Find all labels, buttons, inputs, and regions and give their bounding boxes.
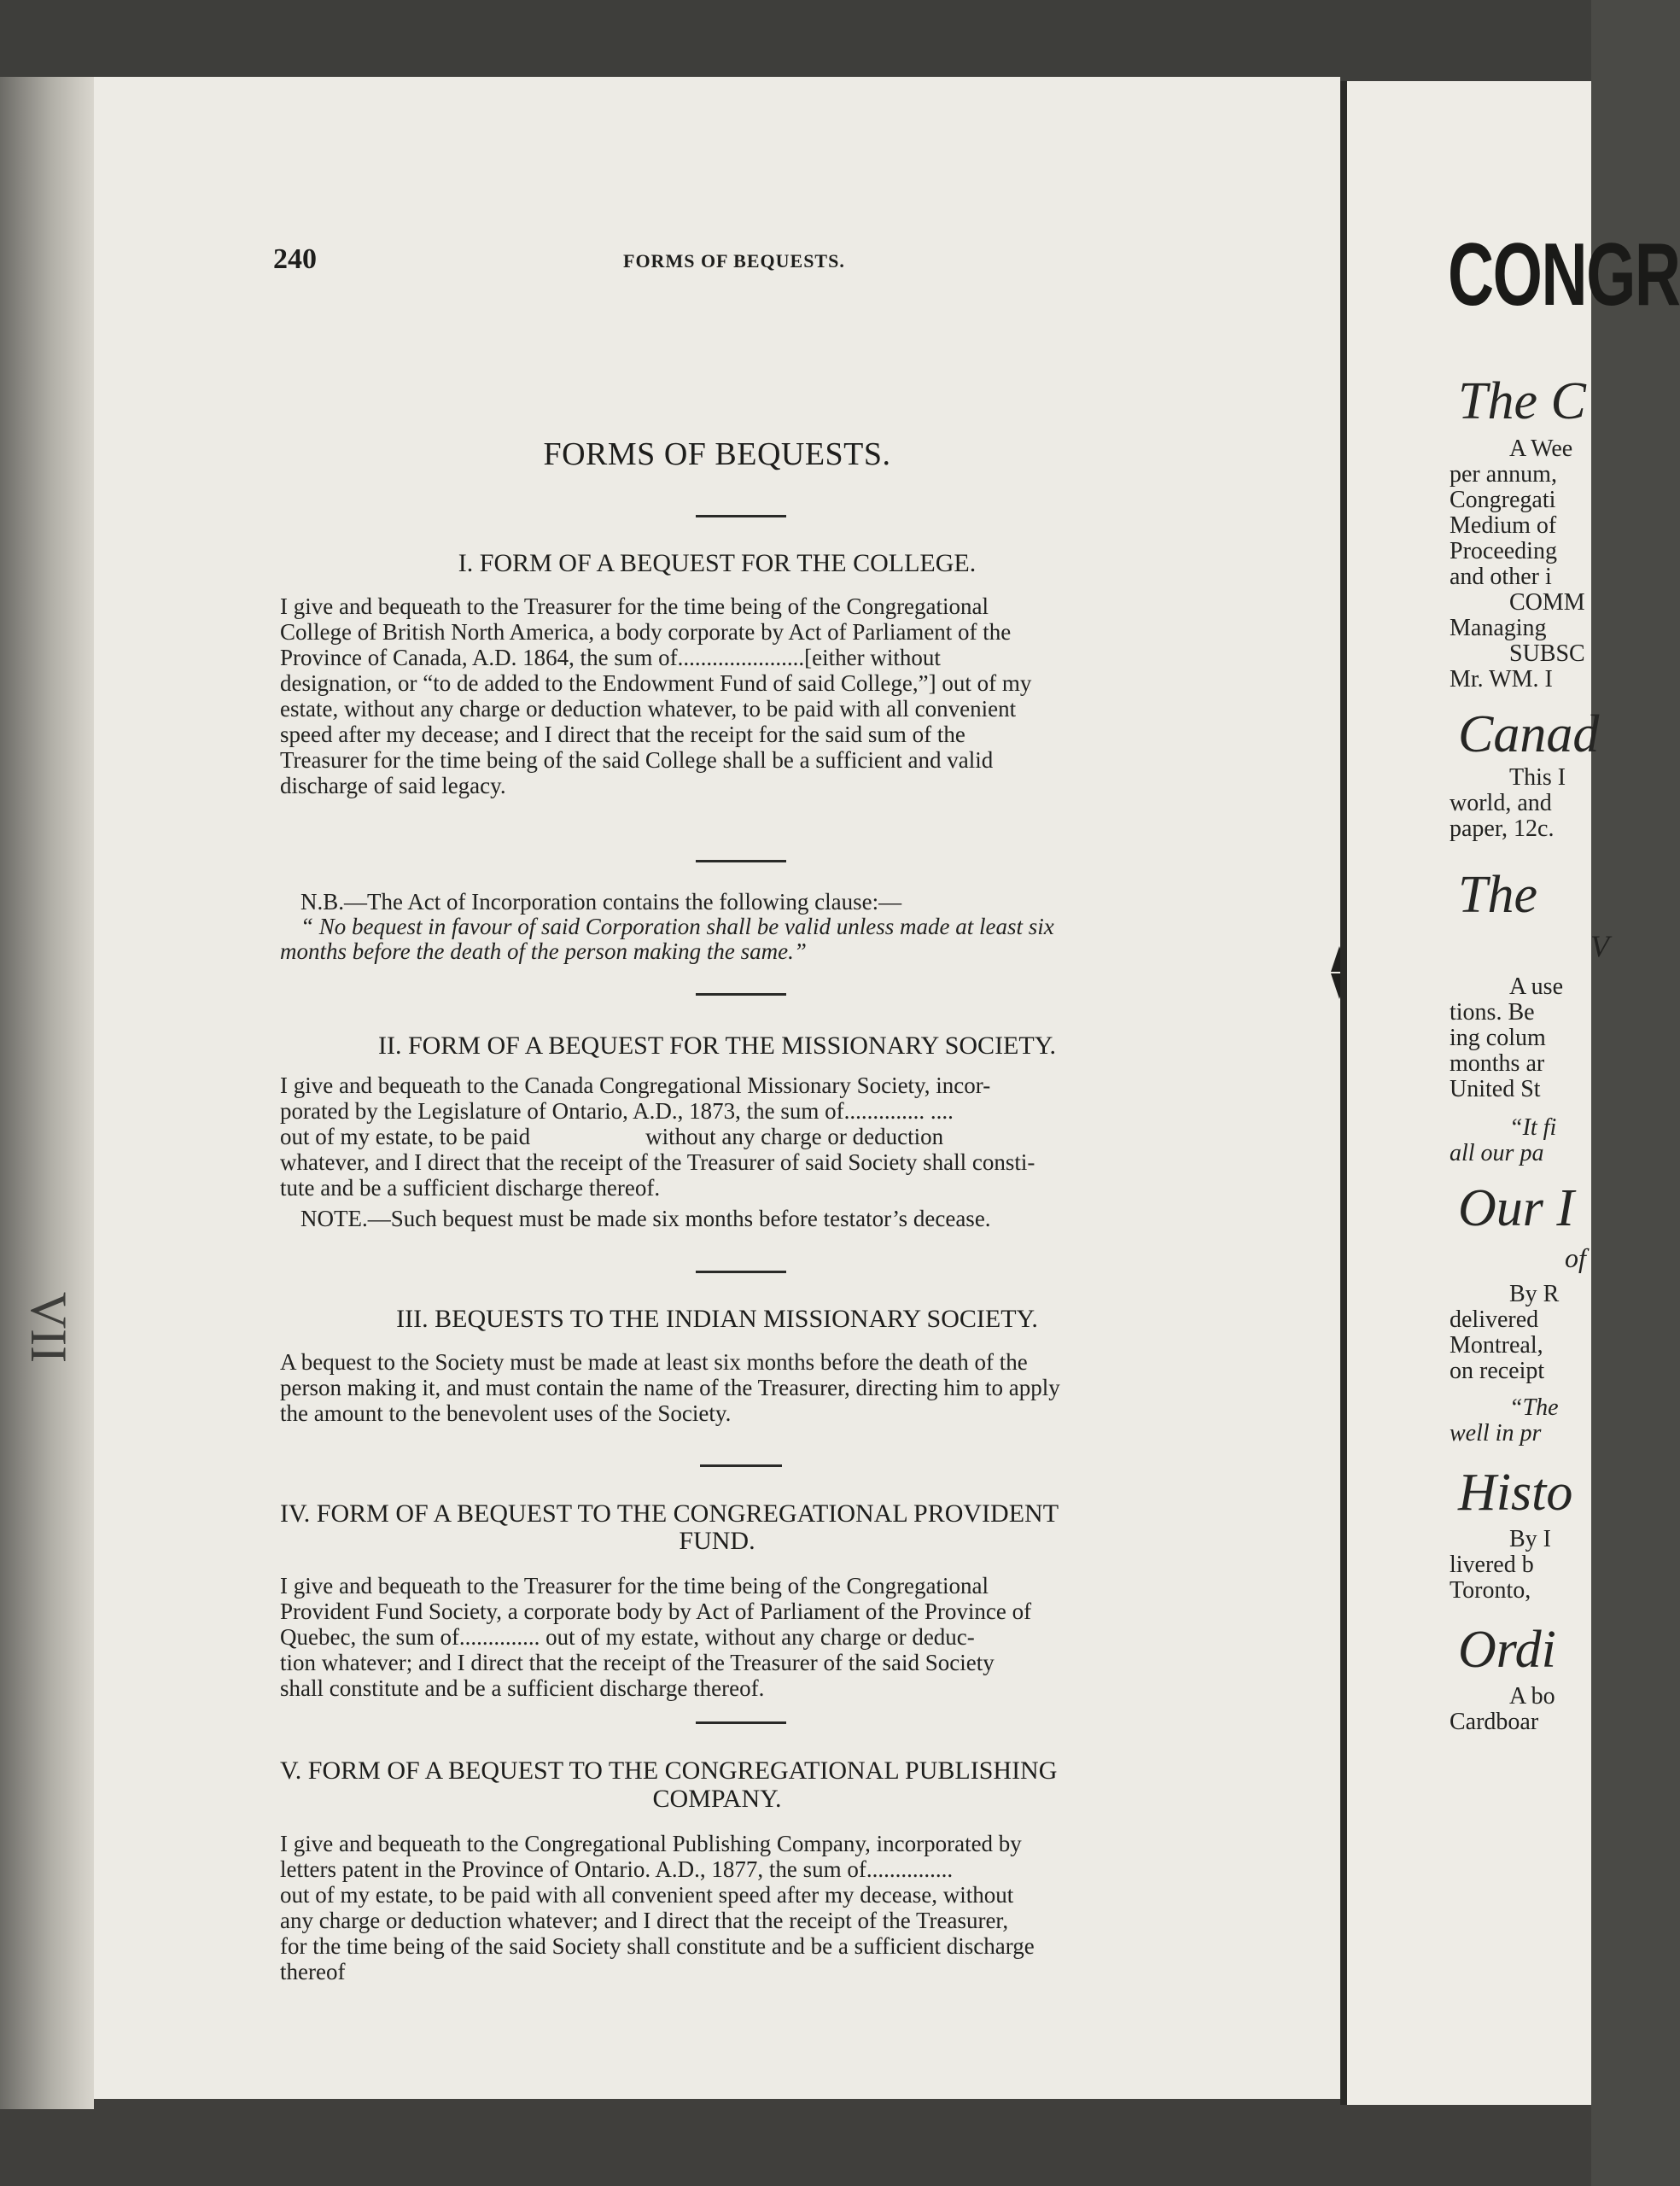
body-line: Treasurer for the time being of the said College shall be a sufficient and valid [280, 747, 994, 773]
body-line: out of my estate, to be paid with all convenient speed after my decease, without [280, 1882, 1014, 1908]
right-heading: The C [1458, 372, 1586, 430]
right-line: SUBSC [1509, 640, 1585, 667]
body-line: speed after my decease; and I direct that the receipt for the said sum of the [280, 722, 965, 747]
divider [700, 1464, 782, 1467]
right-line: all our pa [1450, 1140, 1544, 1166]
right-line: By R [1509, 1281, 1560, 1307]
right-line: and other i [1450, 564, 1552, 590]
section-body-indian [280, 1349, 1060, 1426]
section-heading-indian: III. BEQUESTS TO THE INDIAN MISSIONARY SOCIETY. [396, 1305, 1038, 1333]
body-line: discharge of said legacy. [280, 773, 506, 798]
right-line: per annum, [1450, 461, 1557, 488]
body-line: I give and bequeath to the Canada Congregational Missionary Society, incor- [280, 1073, 991, 1098]
spine-mark: VII [20, 1291, 78, 1364]
right-line: Congregati [1450, 487, 1556, 513]
body-line: A bequest to the Society must be made at least six months before the death of the [280, 1349, 1028, 1375]
section-heading-publishing: V. FORM OF A BEQUEST TO THE CONGREGATIONAL PUBLISHING [280, 1756, 1058, 1785]
right-line: United St [1450, 1076, 1541, 1102]
body-line: I give and bequeath to the Congregational Publishing Company, incorporated by [280, 1831, 1022, 1856]
body-line: I give and bequeath to the Treasurer for the time being of the Congregational [280, 1573, 989, 1599]
right-line: “The [1509, 1394, 1559, 1421]
right-line: Managing [1450, 615, 1547, 641]
right-line: Mr. WM. I [1450, 666, 1553, 693]
right-heading: The [1458, 866, 1537, 924]
right-line: paper, 12c. [1450, 815, 1555, 842]
right-line: livered b [1450, 1552, 1534, 1578]
section-heading-publishing-cont: COMPANY. [652, 1785, 782, 1813]
nb-quote: “ No bequest in favour of said Corporation shall be valid unless made at least six [300, 914, 1054, 939]
body-line: whatever, and I direct that the receipt of the Treasurer of said Society shall consti- [280, 1149, 1035, 1175]
nb-quote: months before the death of the person making the same.” [280, 938, 807, 964]
body-line: shall constitute and be a sufficient discharge thereof. [280, 1675, 765, 1701]
divider [696, 1271, 786, 1273]
right-page [1340, 81, 1680, 2105]
body-line: estate, without any charge or deduction whatever, to be paid with all convenient [280, 696, 1017, 722]
divider [696, 515, 786, 517]
right-line: Proceeding [1450, 538, 1557, 564]
body-line: porated by the Legislature of Ontario, A.D., 1873, the sum of.............. .... [280, 1098, 954, 1124]
section-body-college [280, 593, 1031, 798]
right-line: COMM [1509, 589, 1585, 616]
page-title: FORMS OF BEQUESTS. [543, 436, 891, 472]
divider [696, 993, 786, 996]
body-line: Provident Fund Society, a corporate body by Act of Parliament of the Province of [280, 1599, 1032, 1624]
body-line: College of British North America, a body corporate by Act of Parliament of the [280, 619, 1012, 645]
right-line: A use [1509, 973, 1563, 1000]
right-line: ing colum [1450, 1025, 1546, 1051]
body-line: for the time being of the said Society shall constitute and be a sufficient discharge [280, 1933, 1035, 1959]
body-line: person making it, and must contain the name of the Treasurer, directing him to apply [280, 1375, 1060, 1400]
body-line: out of my estate, to be paid without any charge or deduction [280, 1124, 944, 1149]
right-line: world, and [1450, 790, 1552, 816]
right-line: “It fi [1509, 1114, 1557, 1141]
page-number: 240 [273, 243, 317, 275]
right-line: well in pr [1450, 1420, 1542, 1447]
note-line: NOTE.—Such bequest must be made six months before testator’s decease. [300, 1206, 991, 1231]
section-body-provident [280, 1573, 1031, 1701]
body-line: designation, or “to de added to the Endowment Fund of said College,”] out of my [280, 670, 1032, 696]
right-line: A bo [1509, 1683, 1555, 1710]
section-heading-missionary: II. FORM OF A BEQUEST FOR THE MISSIONARY SOCIETY. [377, 1032, 1057, 1060]
body-line: Quebec, the sum of.............. out of my estate, without any charge or deduc- [280, 1624, 975, 1650]
section-body-publishing [280, 1831, 1035, 1984]
right-line: on receipt [1450, 1358, 1545, 1384]
right-page-title: CONGR [1448, 225, 1680, 324]
section-heading-college: I. FORM OF A BEQUEST FOR THE COLLEGE. [458, 549, 977, 577]
body-line: any charge or deduction whatever; and I direct that the receipt of the Treasurer, [280, 1908, 1009, 1933]
body-line: Province of Canada, A.D. 1864, the sum of......................[either without [280, 645, 941, 670]
right-line: tions. Be [1450, 999, 1535, 1026]
section-heading-provident: IV. FORM OF A BEQUEST TO THE CONGREGATIONAL PROVIDENT [280, 1499, 1059, 1528]
body-line: thereof [280, 1959, 346, 1984]
right-line: By I [1509, 1526, 1551, 1552]
right-line: This I [1509, 764, 1566, 791]
right-heading: Our I [1458, 1179, 1575, 1237]
body-line: the amount to the benevolent uses of the Society. [280, 1400, 732, 1426]
scan-background-top [0, 0, 1591, 85]
right-line: Medium of [1450, 512, 1557, 539]
right-heading: Ordi [1458, 1621, 1556, 1679]
left-page [94, 77, 1340, 2099]
right-line: Montreal, [1450, 1332, 1543, 1359]
section-body-missionary [280, 1073, 1035, 1201]
right-line: of [1565, 1242, 1586, 1273]
right-line: delivered [1450, 1306, 1539, 1333]
right-heading: Canad [1458, 705, 1600, 763]
body-line: tion whatever; and I direct that the receipt of the Treasurer of the said Society [280, 1650, 995, 1675]
scan-background-bottom [0, 2092, 1591, 2186]
running-head: FORMS OF BEQUESTS. [623, 250, 845, 272]
section-heading-provident-cont: FUND. [679, 1527, 755, 1555]
right-line: months ar [1450, 1050, 1545, 1077]
nb-line: N.B.—The Act of Incorporation contains the following clause:— [300, 889, 902, 915]
right-line: Cardboar [1450, 1709, 1539, 1735]
divider [696, 860, 786, 862]
body-line: tute and be a sufficient discharge thereof. [280, 1175, 661, 1201]
body-line: letters patent in the Province of Ontario. A.D., 1877, the sum of............... [280, 1856, 954, 1882]
right-line: A Wee [1509, 435, 1573, 462]
right-line: V [1590, 929, 1609, 963]
right-line: Toronto, [1450, 1577, 1531, 1604]
body-line: I give and bequeath to the Treasurer for the time being of the Congregational [280, 593, 989, 619]
right-heading: Histo [1458, 1464, 1573, 1522]
book-spine-edge [0, 77, 94, 2109]
divider [696, 1721, 786, 1724]
